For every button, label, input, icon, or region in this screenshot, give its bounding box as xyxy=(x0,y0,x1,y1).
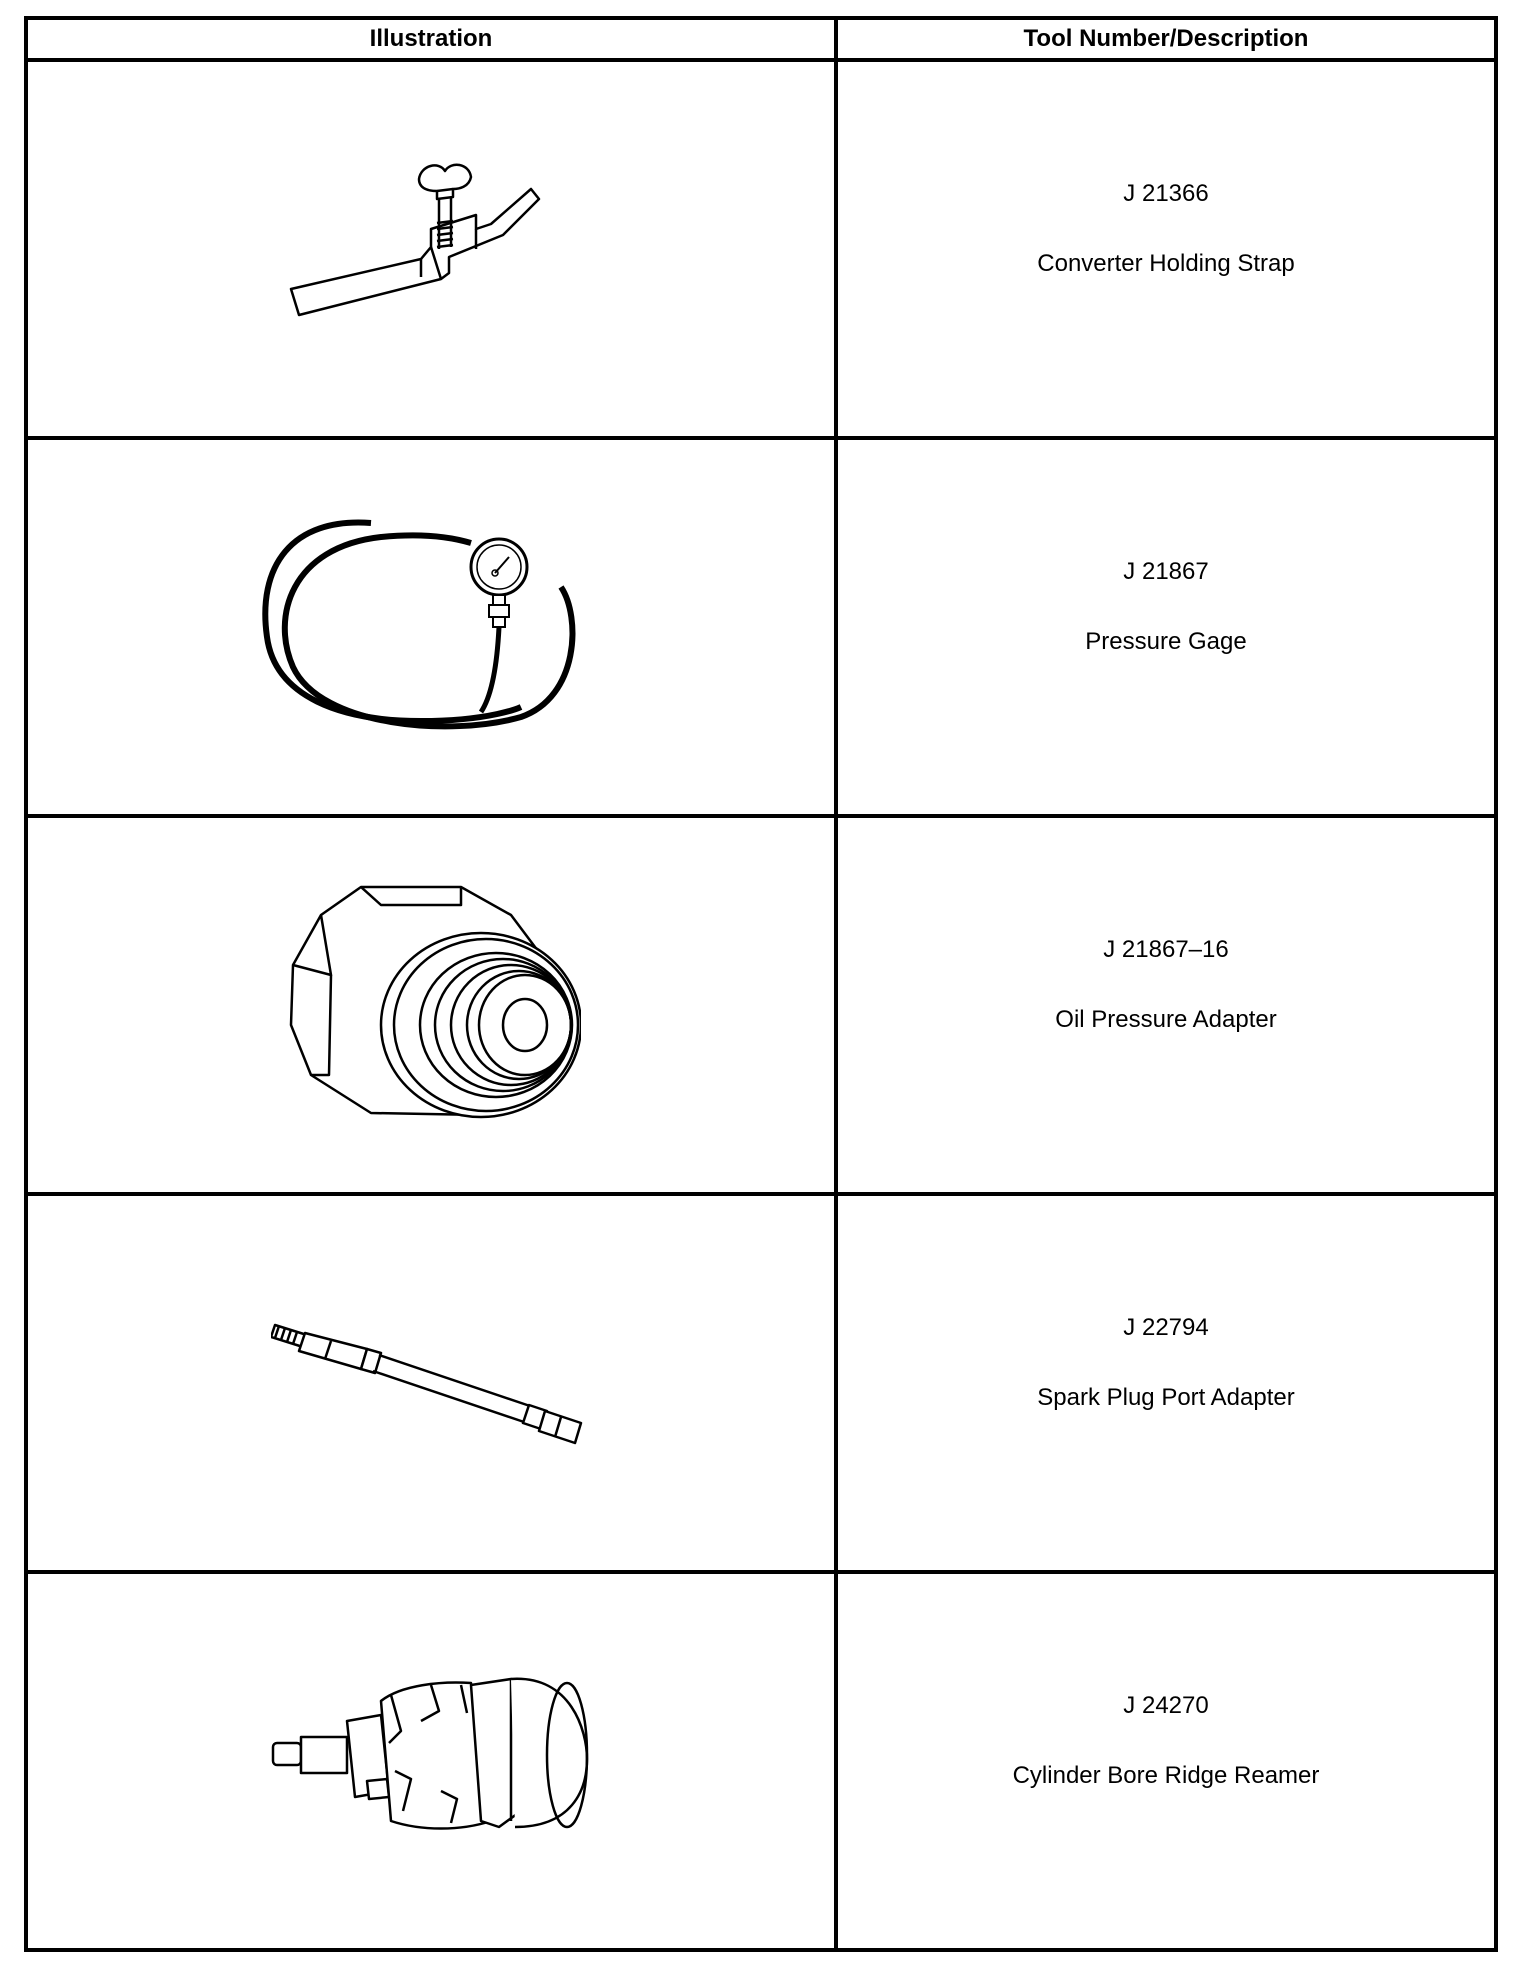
illustration-cell xyxy=(26,816,836,1194)
tool-description: Spark Plug Port Adapter xyxy=(1037,1384,1295,1411)
oil-pressure-adapter-icon xyxy=(281,875,581,1135)
description-cell xyxy=(836,1194,1496,1572)
illustration-header: Illustration xyxy=(26,18,836,60)
description-cell xyxy=(836,438,1496,816)
description-cell xyxy=(836,1572,1496,1950)
special-tools-table xyxy=(24,16,1498,1952)
tool-description-header: Tool Number/Description xyxy=(836,18,1496,60)
tool-description: Converter Holding Strap xyxy=(1037,250,1295,277)
tool-number: J 22794 xyxy=(1123,1314,1209,1341)
converter-holding-strap-icon xyxy=(271,149,591,349)
table-row xyxy=(26,60,1496,438)
cylinder-bore-ridge-reamer-icon xyxy=(271,1671,591,1851)
tool-number: J 24270 xyxy=(1123,1692,1209,1719)
tool-number: J 21366 xyxy=(1123,180,1209,207)
description-cell xyxy=(836,816,1496,1194)
tool-number: J 21867–16 xyxy=(1103,936,1229,963)
illustration-cell xyxy=(26,1572,836,1950)
illustration-cell xyxy=(26,438,836,816)
pressure-gage-icon xyxy=(261,507,601,747)
table-row xyxy=(26,1572,1496,1950)
tool-description: Oil Pressure Adapter xyxy=(1055,1006,1277,1033)
illustration-cell xyxy=(26,1194,836,1572)
illustration-cell xyxy=(26,60,836,438)
header-row xyxy=(26,18,1496,60)
table-row xyxy=(26,816,1496,1194)
table-row xyxy=(26,1194,1496,1572)
spark-plug-port-adapter-icon xyxy=(271,1313,591,1453)
table-row xyxy=(26,438,1496,816)
description-cell xyxy=(836,60,1496,438)
tool-description: Cylinder Bore Ridge Reamer xyxy=(1012,1762,1320,1789)
tool-number: J 21867 xyxy=(1123,558,1209,585)
tool-description: Pressure Gage xyxy=(1085,628,1247,655)
